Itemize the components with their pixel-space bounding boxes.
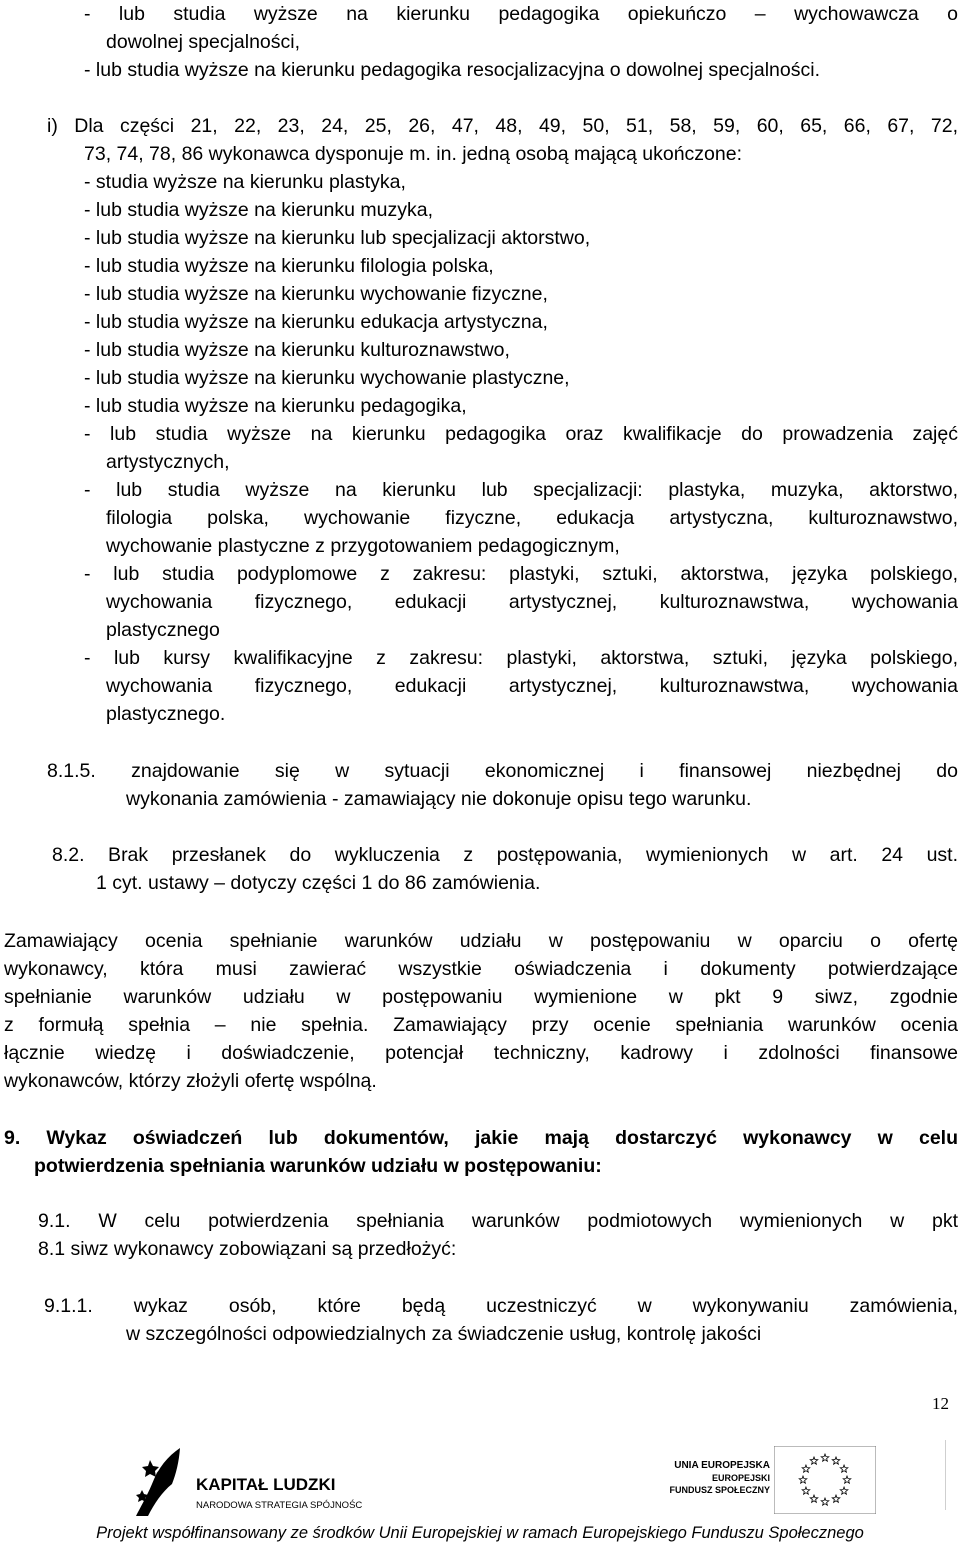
text-line: 8.2. Brak przesłanek do wykluczenia z postępowania, wymienionych w art. 24 ust. xyxy=(52,844,958,866)
page-number: 12 xyxy=(932,1394,949,1413)
text-line: - lub studia wyższe na kierunku filologia polska, xyxy=(84,255,494,277)
text-line: - lub studia wyższe na kierunku kulturoznawstwo, xyxy=(84,339,510,361)
text-line: łącznie wiedzę i doświadczenie, potencjał techniczny, kadrowy i zdolności finansowe xyxy=(4,1042,958,1064)
kl-title: KAPITAŁ LUDZKI xyxy=(196,1475,336,1494)
text-line: wychowania fizycznego, edukacji artystycznej, kulturoznawstwa, wychowania xyxy=(106,591,958,613)
text-line: filologia polska, wychowanie fizyczne, edukacja artystyczna, kulturoznawstwo, xyxy=(106,507,958,529)
eu-label-line3: FUNDUSZ SPOŁECZNY xyxy=(669,1485,770,1495)
text-line: - lub studia wyższe na kierunku wychowanie plastyczne, xyxy=(84,367,570,389)
text-line: dowolnej specjalności, xyxy=(106,31,301,53)
text-line: 73, 74, 78, 86 wykonawca dysponuje m. in. jedną osobą mającą ukończone: xyxy=(84,143,743,165)
footer-note: Projekt współfinansowany ze środków Unii Europejskiej w ramach Europejskiego Funduszu Społecznego xyxy=(96,1524,864,1542)
section-heading: 9. Wykaz oświadczeń lub dokumentów, jakie mają dostarczyć wykonawcy w celu xyxy=(4,1127,958,1149)
text-line: 9.1. W celu potwierdzenia spełniania warunków podmiotowych wymienionych w pkt xyxy=(38,1210,958,1232)
text-line: - studia wyższe na kierunku plastyka, xyxy=(84,171,406,193)
text-line: - lub studia podyplomowe z zakresu: plastyki, sztuki, aktorstwa, języka polskiego, xyxy=(84,563,958,585)
text-line: - lub studia wyższe na kierunku muzyka, xyxy=(84,199,433,221)
section-heading: potwierdzenia spełniania warunków udziału w postępowaniu: xyxy=(34,1155,602,1177)
text-line: plastycznego. xyxy=(106,703,226,725)
eu-label-line2: EUROPEJSKI xyxy=(711,1473,770,1483)
text-line: - lub studia wyższe na kierunku edukacja artystyczna, xyxy=(84,311,548,333)
kapital-ludzki-logo xyxy=(132,1446,362,1518)
eu-label-line1: UNIA EUROPEJSKA xyxy=(674,1460,770,1471)
text-line: i) Dla części 21, 22, 23, 24, 25, 26, 47, 48, 49, 50, 51, 58, 59, 60, 65, 66, 67, 72, xyxy=(47,115,958,137)
text-line: wykonania zamówienia - zamawiający nie dokonuje opisu tego warunku. xyxy=(126,788,752,810)
text-line: - lub studia wyższe na kierunku lub specjalizacji: plastyka, muzyka, aktorstwo, xyxy=(84,479,958,501)
text-line: wykonawców, którzy złożyli ofertę wspólną. xyxy=(4,1070,377,1092)
text-line: - lub kursy kwalifikacyjne z zakresu: plastyki, aktorstwa, sztuki, języka polskiego, xyxy=(84,647,958,669)
text-line: 1 cyt. ustawy – dotyczy części 1 do 86 zamówienia. xyxy=(96,872,541,894)
text-line: Zamawiający ocenia spełnianie warunków udziału w postępowaniu w oparciu o ofertę xyxy=(4,930,958,952)
text-line: z formułą spełnia – nie spełnia. Zamawiający przy ocenie spełniania warunków ocenia xyxy=(4,1014,958,1036)
text-line: plastycznego xyxy=(106,619,220,641)
text-line: spełnianie warunków udziału w postępowaniu wymienione w pkt 9 siwz, zgodnie xyxy=(4,986,958,1008)
text-line: - lub studia wyższe na kierunku pedagogika resocjalizacyjna o dowolnej specjalności. xyxy=(84,59,820,81)
text-line: - lub studia wyższe na kierunku lub specjalizacji aktorstwo, xyxy=(84,227,591,249)
text-line: - lub studia wyższe na kierunku pedagogika oraz kwalifikacje do prowadzenia zajęć xyxy=(84,423,958,445)
text-line: wychowania fizycznego, edukacji artystycznej, kulturoznawstwa, wychowania xyxy=(106,675,958,697)
kl-subtitle: NARODOWA STRATEGIA SPÓJNOŚCI xyxy=(196,1500,362,1511)
text-line: 9.1.1. wykaz osób, które będą uczestniczyć w wykonywaniu zamówienia, xyxy=(44,1295,958,1317)
text-line: - lub studia wyższe na kierunku wychowanie fizyczne, xyxy=(84,283,548,305)
text-line: artystycznych, xyxy=(106,451,230,473)
eu-flag-icon xyxy=(774,1446,876,1514)
divider xyxy=(945,1440,946,1510)
text-line: - lub studia wyższe na kierunku pedagogika opiekuńczo – wychowawcza o xyxy=(84,3,958,25)
text-line: w szczególności odpowiedzialnych za świadczenie usług, kontrolę jakości xyxy=(126,1323,762,1345)
text-line: wychowanie plastyczne z przygotowaniem pedagogicznym, xyxy=(106,535,620,557)
kapital-ludzki-emblem-icon xyxy=(132,1446,362,1518)
text-line: 8.1.5. znajdowanie się w sytuacji ekonomicznej i finansowej niezbędnej do xyxy=(47,760,958,782)
text-line: 8.1 siwz wykonawcy zobowiązani są przedłożyć: xyxy=(38,1238,457,1260)
text-line: - lub studia wyższe na kierunku pedagogika, xyxy=(84,395,467,417)
eu-logo xyxy=(668,1438,880,1516)
text-line: wykonawcy, która musi zawierać wszystkie oświadczenia i dokumenty potwierdzające xyxy=(4,958,958,980)
